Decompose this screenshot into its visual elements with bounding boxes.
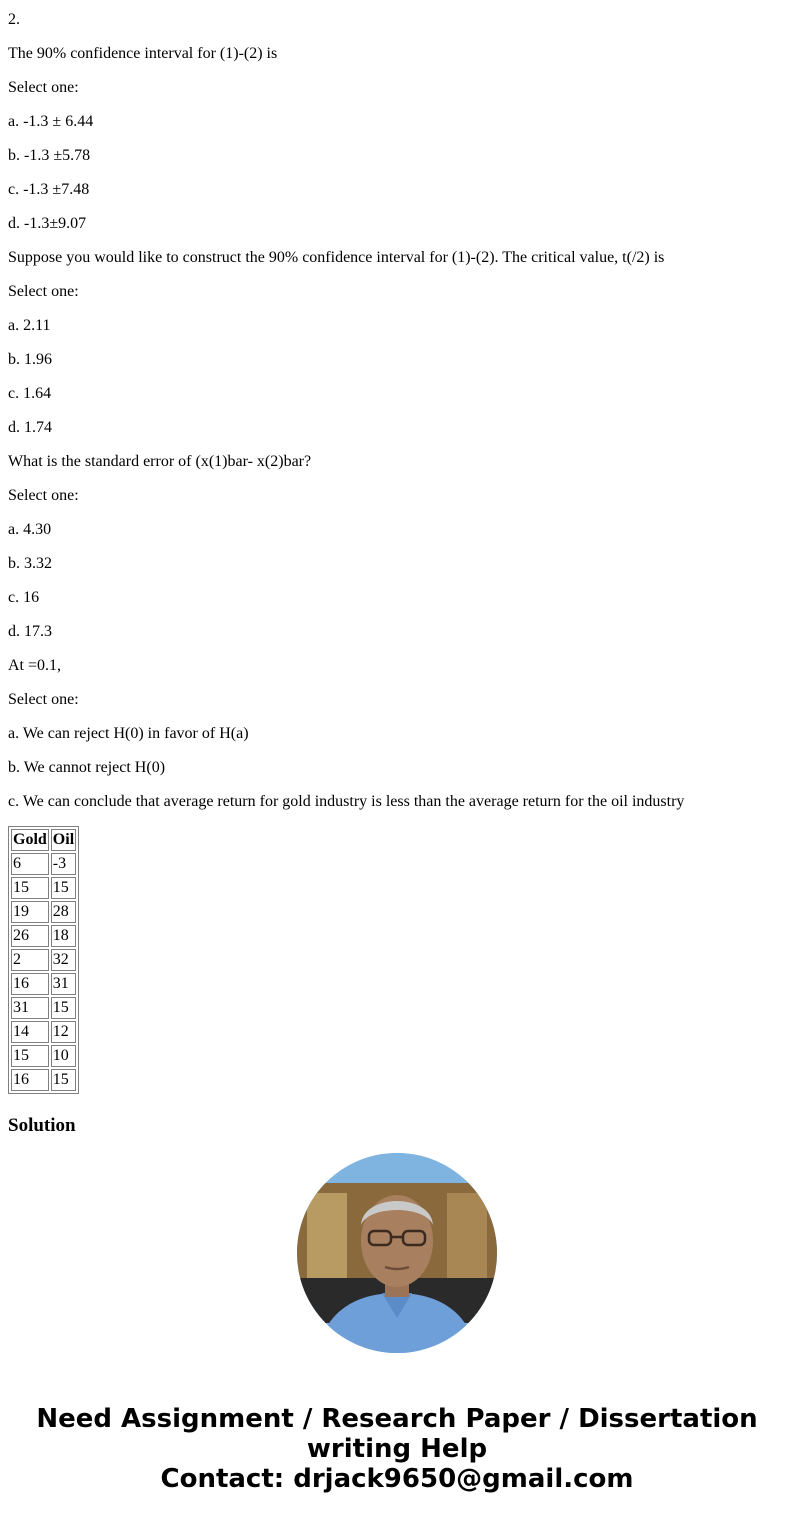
table-header-row xyxy=(11,829,76,851)
promo-line-2: writing Help xyxy=(306,1434,488,1464)
question-1-option-d[interactable]: d. -1.3±9.07 xyxy=(8,215,87,232)
promo-banner xyxy=(0,1404,794,1494)
table-cell-gold: 16 xyxy=(11,973,49,995)
table-row xyxy=(11,1069,76,1091)
table-cell-gold: 26 xyxy=(11,925,49,947)
question-2-option-c[interactable]: c. 1.64 xyxy=(8,385,52,402)
table-cell-oil: 15 xyxy=(51,877,76,899)
question-2-prompt: Suppose you would like to construct the 90% confidence interval for (1)-(2). The critical value, t(/2) is xyxy=(8,249,665,266)
table-row xyxy=(11,853,76,875)
table-cell-oil: 18 xyxy=(51,925,76,947)
table-row xyxy=(11,877,76,899)
table-cell-gold: 15 xyxy=(11,877,49,899)
table-cell-gold: 31 xyxy=(11,997,49,1019)
table-row xyxy=(11,901,76,923)
question-3-option-d[interactable]: d. 17.3 xyxy=(8,623,52,640)
question-4-select-label: Select one: xyxy=(8,691,79,708)
table-cell-gold: 6 xyxy=(11,853,49,875)
table-row xyxy=(11,1045,76,1067)
table-cell-oil: 32 xyxy=(51,949,76,971)
table-cell-oil: -3 xyxy=(51,853,76,875)
gold-oil-table xyxy=(8,826,79,1094)
table-cell-oil: 28 xyxy=(51,901,76,923)
table-cell-oil: 10 xyxy=(51,1045,76,1067)
table-cell-oil: 15 xyxy=(51,1069,76,1091)
question-1-option-c[interactable]: c. -1.3 ±7.48 xyxy=(8,181,90,198)
question-3-option-a[interactable]: a. 4.30 xyxy=(8,521,52,538)
author-avatar xyxy=(297,1153,497,1353)
table-cell-gold: 19 xyxy=(11,901,49,923)
table-cell-oil: 31 xyxy=(51,973,76,995)
table-cell-gold: 15 xyxy=(11,1045,49,1067)
question-4-prompt: At =0.1, xyxy=(8,657,62,674)
question-3-prompt: What is the standard error of (x(1)bar- x(2)bar? xyxy=(8,453,312,470)
question-4-option-a[interactable]: a. We can reject H(0) in favor of H(a) xyxy=(8,725,249,742)
table-cell-gold: 16 xyxy=(11,1069,49,1091)
question-3-select-label: Select one: xyxy=(8,487,79,504)
table-header-oil: Oil xyxy=(51,829,76,851)
table-row xyxy=(11,949,76,971)
question-1-option-b[interactable]: b. -1.3 ±5.78 xyxy=(8,147,91,164)
author-portrait-image xyxy=(297,1153,497,1353)
table-cell-gold: 2 xyxy=(11,949,49,971)
table-header-gold: Gold xyxy=(11,829,49,851)
table-row xyxy=(11,925,76,947)
question-2-option-d[interactable]: d. 1.74 xyxy=(8,419,52,436)
table-cell-oil: 12 xyxy=(51,1021,76,1043)
solution-heading: Solution xyxy=(8,1115,76,1136)
question-4-option-b[interactable]: b. We cannot reject H(0) xyxy=(8,759,166,776)
table-row xyxy=(11,973,76,995)
table-cell-oil: 15 xyxy=(51,997,76,1019)
promo-contact[interactable]: Contact: drjack9650@gmail.com xyxy=(160,1464,634,1494)
question-2-option-b[interactable]: b. 1.96 xyxy=(8,351,52,368)
question-4-option-c[interactable]: c. We can conclude that average return for gold industry is less than the average return for the oil industry xyxy=(8,793,685,810)
question-2-option-a[interactable]: a. 2.11 xyxy=(8,317,51,334)
question-3-option-b[interactable]: b. 3.32 xyxy=(8,555,52,572)
table-cell-gold: 14 xyxy=(11,1021,49,1043)
question-1-option-a[interactable]: a. -1.3 ± 6.44 xyxy=(8,113,94,130)
question-1-select-label: Select one: xyxy=(8,79,79,96)
question-3-option-c[interactable]: c. 16 xyxy=(8,589,40,606)
question-1-prompt: The 90% confidence interval for (1)-(2) is xyxy=(8,45,278,62)
table-row xyxy=(11,1021,76,1043)
promo-line-1: Need Assignment / Research Paper / Dissertation xyxy=(36,1404,758,1434)
question-number: 2. xyxy=(8,11,20,28)
table-row xyxy=(11,997,76,1019)
question-2-select-label: Select one: xyxy=(8,283,79,300)
